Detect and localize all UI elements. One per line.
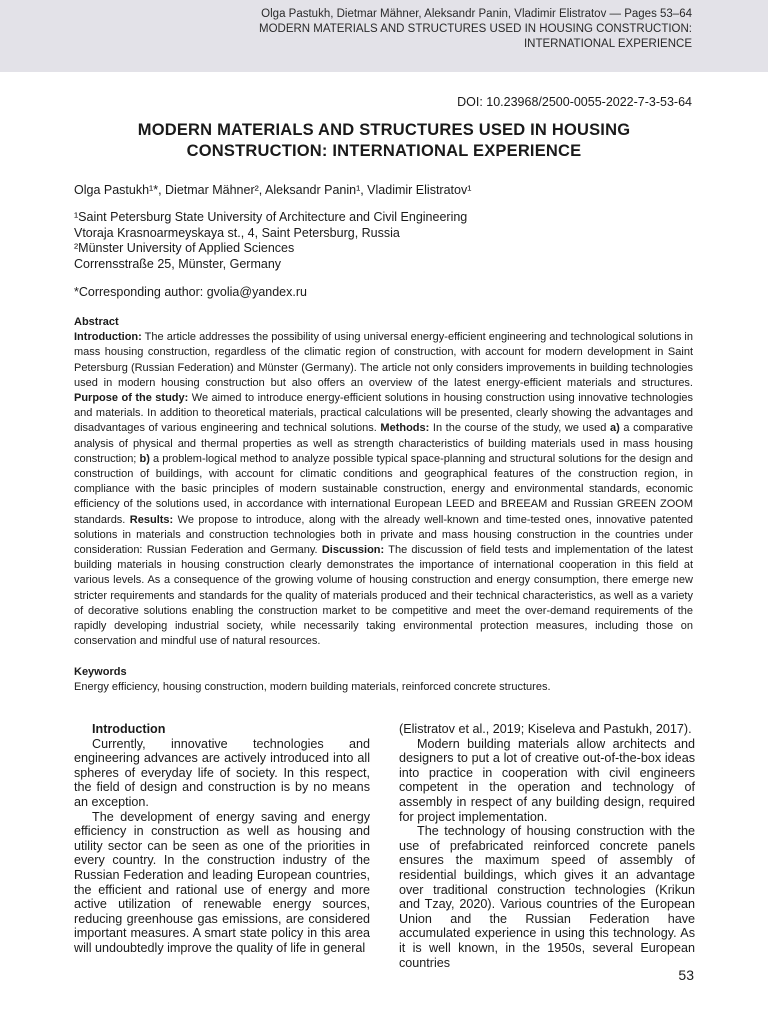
abstract-methods-text: In the course of the study, we used [429,422,610,435]
affiliation-line: Vtoraja Krasnoarmeyskaya st., 4, Saint Petersburg, Russia [74,225,400,240]
article-title-line-2: CONSTRUCTION: INTERNATIONAL EXPERIENCE [186,142,582,160]
abstract-discussion-text: The discussion of field tests and implementation of the latest building materials in housing construction clearly demonstrates the importance of international cooperation in this field at various levels. As a consequence of the growing volume of housing construction and energy consumption, there emerge new stricter requirements and standards for the quality of materials produced and their technical characteristics, as well as a variety of decorative solutions enabling the construction market to be competitive and meet the over-demand requirements of the rapidly developing industrial society, while necessarily taking environmental protection measures, including those on conservation and mindful use of natural resources. [74,544,693,648]
keywords-text: Energy efficiency, housing construction, modern building materials, reinforced concrete structures. [74,681,551,693]
paragraph: The technology of housing construction with the use of prefabricated reinforced concrete panels ensures the maximum speed of assembly of residential buildings, which gives it an advantage over traditional construction technologies (Krikun and Tzay, 2020). Various countries of the European Union and the Russian Federation have accumulated experience in using this technology. As it is well known, in the 1950s, several European countries [399,824,695,970]
running-header-title-1: MODERN MATERIALS AND STRUCTURES USED IN HOUSING CONSTRUCTION: [259,23,692,35]
article-title-line-1: MODERN MATERIALS AND STRUCTURES USED IN HOUSING [137,121,631,139]
affiliation-line: ²Münster University of Applied Sciences [74,241,295,255]
abstract-heading: Abstract [74,316,119,328]
abstract-purpose-label: Purpose of the study: [74,392,189,405]
body-column-right [399,722,695,970]
keywords-heading: Keywords [74,666,127,678]
running-header [259,7,692,52]
paragraph: Currently, innovative technologies and engineering advances are actively introduced into all spheres of everyday life of society. In this respect, the field of design and construction is by no means an exception. [74,736,370,809]
author-list: Olga Pastukh¹*, Dietmar Mähner², Aleksandr Panin¹, Vladimir Elistratov¹ [74,183,472,197]
abstract-purpose-text: We aimed to introduce energy-efficient solutions in housing construction using innovative technologies and materials. In addition to theoretical materials, practical calculations will be presented, clearly showing the advantages and disadvantages of various engineering and technical solutions. [74,392,694,435]
page-number: 53 [678,967,694,983]
affiliation-line: ¹Saint Petersburg State University of Architecture and Civil Engineering [74,210,468,224]
abstract-intro-text: The article addresses the possibility of using universal energy-efficient engineering and technological solutions in mass housing construction, regardless of the climatic region of construction, with account for modern development in Saint Petersburg (Russian Federation) and Münster (Germany). The article not only considers improvements in building technologies used in modern housing construction but also offers an overview of the latest energy-efficient materials and structures. [74,331,693,389]
body-column-left [74,722,370,956]
paragraph: The development of energy saving and energy efficiency in construction as well as housing and utility sector can be seen as one of the priorities in every country. In the construction industry of the Russian Federation and leading European countries, the efficient and rational use of energy and more active utilization of renewable energy sources, reducing greenhouse gas emissions, are considered important measures. A smart state policy in this area will undoubtedly improve the quality of life in general [74,809,370,955]
abstract-methods-text: a comparative analysis of physical and thermal properties as well as strength characteristics of building materials used in mass housing construction; [74,422,693,465]
keywords [74,665,693,695]
section-heading-introduction: Introduction [92,722,166,736]
abstract-methods-label: Methods: [380,422,430,435]
running-header-title-2: INTERNATIONAL EXPERIENCE [523,38,692,50]
article-title [74,120,694,162]
paragraph-continuation: (Elistratov et al., 2019; Kiseleva and Pastukh, 2017). [399,722,692,736]
abstract-methods-a: a) [610,422,620,435]
abstract-methods-b: b) [139,452,150,465]
abstract-discussion-label: Discussion: [321,544,385,557]
doi: DOI: 10.23968/2500-0055-2022-7-3-53-64 [457,95,692,109]
abstract-results-text: We propose to introduce, along with the already well-known and time-tested ones, innovative patented solutions in materials and construction technologies both in private and mass housing construction in the countries under consideration: Russian Federation and Germany. [74,513,693,557]
running-header-authors: Olga Pastukh, Dietmar Mähner, Aleksandr Panin, Vladimir Elistratov — Pages 53–64 [261,8,692,20]
abstract-methods-text: a problem-logical method to analyze possible typical space-planning and structural solutions for the design and construction of buildings, with account for climatic conditions and geographical features of the construction region, in compliance with the basic principles of modern sustainable construction, energy and environmental standards, economic efficiency of the solutions used, in accordance with international European LEED and BREEAM and Russian GREEN ZOOM standards. [74,452,694,526]
abstract-body [74,330,693,649]
affiliation-line: Corrensstraße 25, Münster, Germany [74,256,282,271]
abstract [74,315,693,649]
running-header-band [0,0,768,72]
paragraph: Modern building materials allow architects and designers to put a lot of creative out-of-the-box ideas into practice in cooperation with civil engineers competent in the operation and technology of assembly in respect of any building design, required for project implementation. [399,736,695,824]
affiliations [74,210,467,272]
abstract-results-label: Results: [129,513,174,526]
abstract-intro-label: Introduction: [74,331,142,344]
corresponding-author: *Corresponding author: gvolia@yandex.ru [74,285,307,299]
